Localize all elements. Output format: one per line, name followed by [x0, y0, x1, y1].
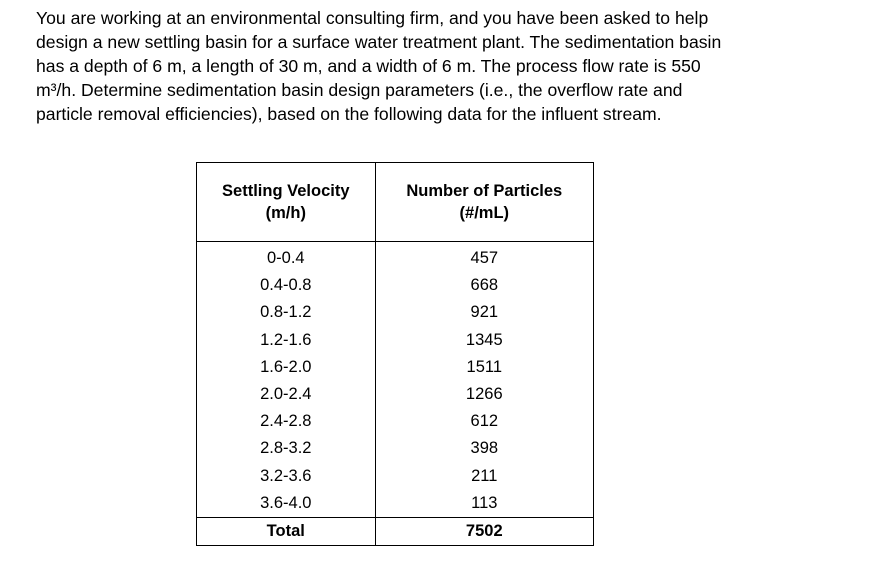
velocity-cell: 0.4-0.8	[197, 272, 376, 299]
particles-cell: 457	[375, 242, 593, 273]
table-row	[197, 354, 594, 381]
velocity-cell: 2.4-2.8	[197, 408, 376, 435]
header-settling-velocity: Settling Velocity (m/h)	[197, 163, 376, 242]
total-label: Total	[197, 517, 376, 545]
velocity-cell: 1.6-2.0	[197, 354, 376, 381]
velocity-cell: 1.2-1.6	[197, 327, 376, 354]
velocity-cell: 2.0-2.4	[197, 381, 376, 408]
particles-cell: 113	[375, 490, 593, 518]
table-header-row	[197, 163, 594, 242]
table-row	[197, 435, 594, 462]
table-row	[197, 299, 594, 326]
problem-line: has a depth of 6 m, a length of 30 m, and a width of 6 m. The process flow rate is 550	[36, 56, 701, 76]
total-value: 7502	[375, 517, 593, 545]
velocity-cell: 0-0.4	[197, 242, 376, 273]
table-total-row	[197, 517, 594, 545]
particles-cell: 211	[375, 463, 593, 490]
particles-cell: 612	[375, 408, 593, 435]
velocity-cell: 3.2-3.6	[197, 463, 376, 490]
velocity-cell: 2.8-3.2	[197, 435, 376, 462]
table-row	[197, 408, 594, 435]
header-number-of-particles: Number of Particles (#/mL)	[375, 163, 593, 242]
particle-data-table	[196, 162, 594, 546]
problem-line: m³/h. Determine sedimentation basin design parameters (i.e., the overflow rate and	[36, 80, 683, 100]
problem-line: You are working at an environmental consulting firm, and you have been asked to help	[36, 8, 709, 28]
particles-cell: 921	[375, 299, 593, 326]
particles-cell: 668	[375, 272, 593, 299]
velocity-cell: 0.8-1.2	[197, 299, 376, 326]
table-row	[197, 381, 594, 408]
problem-line: design a new settling basin for a surface water treatment plant. The sedimentation basin	[36, 32, 722, 52]
particles-cell: 1511	[375, 354, 593, 381]
problem-statement	[36, 6, 836, 126]
table-row	[197, 272, 594, 299]
velocity-cell: 3.6-4.0	[197, 490, 376, 518]
table-row	[197, 327, 594, 354]
particles-cell: 398	[375, 435, 593, 462]
table-row	[197, 463, 594, 490]
particles-cell: 1345	[375, 327, 593, 354]
table-row	[197, 242, 594, 273]
problem-line: particle removal efficiencies), based on the following data for the influent stream.	[36, 104, 662, 124]
table-row	[197, 490, 594, 518]
particles-cell: 1266	[375, 381, 593, 408]
